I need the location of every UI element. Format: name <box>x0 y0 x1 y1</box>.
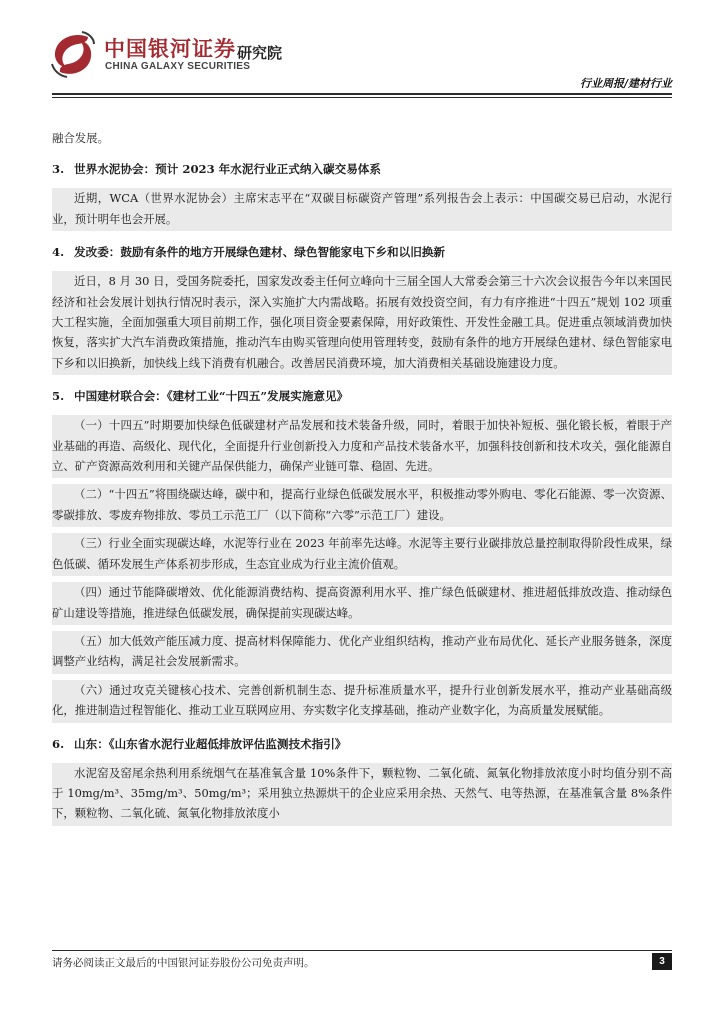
paragraph: （五）加大低效产能压减力度、提高材料保障能力、优化产业组织结构，推动产业布局优化、延长产业服务链条，深度调整产业结构，满足社会发展新需求。 <box>52 631 672 674</box>
paragraph: （二）“十四五”将围绕碳达峰，碳中和，提高行业绿色低碳发展水平，积极推动零外购电、零化石能源、零一次资源、零碳排放、零废弃物排放、零员工示范工厂（以下简称“六零”示范工厂）建设。 <box>52 484 672 527</box>
galaxy-swirl-icon <box>48 29 98 79</box>
section-title: 山东：《山东省水泥行业超低排放评估监测技术指引》 <box>74 736 347 751</box>
logo-chinese-name: 中国银河证券 <box>104 37 236 61</box>
section-number: 5. <box>52 389 65 404</box>
paragraph: （六）通过攻克关键核心技术、完善创新机制生态、提升标准质量水平，提升行业创新发展水平，推动产业基础高级化，推进制造过程智能化、推动工业互联网应用、夯实数字化支撑基础，推动产业数字化，为高质量发展赋能。 <box>52 680 672 723</box>
logo-english-name: CHINA GALAXY SECURITIES <box>105 61 251 72</box>
paragraph: 水泥窑及窑尾余热利用系统烟气在基准氧含量 10%条件下，颗粒物、二氧化硫、氮氧化物排放浓度小时均值分别不高于 10mg/m³、35mg/m³、50mg/m³；采用独立热源烘干的企业应采用余热、天然气、电等热源，在基准氧含量 8%条件下，颗粒物、二氧化硫、氮氧化物排放浓度小 <box>52 763 672 826</box>
section-title: 世界水泥协会：预计 2023 年水泥行业正式纳入碳交易体系 <box>74 162 381 177</box>
section-heading-5 <box>52 386 672 406</box>
paragraph: 近期，WCA（世界水泥协会）主席宋志平在“双碳目标碳资产管理”系列报告会上表示：中国碳交易已启动，水泥行业，预计明年也会开展。 <box>52 188 672 231</box>
footer-disclaimer: 请务必阅读正文最后的中国银河证券股份公司免责声明。 <box>52 957 315 969</box>
paragraph: （一）十四五”时期要加快绿色低碳建材产品发展和技术装备升级，同时，着眼于加快补短板、强化锻长板，着眼于产业基础的再造、高级化、现代化，全面提升行业创新投入力度和产品技术装备水平，加强科技创新和技术攻关，强化能源自立、矿产资源高效利用和关键产品保供能力，确保产业链可靠、稳固、先进。 <box>52 415 672 478</box>
paragraph: （三）行业全面实现碳达峰，水泥等行业在 2023 年前率先达峰。水泥等主要行业碳排放总量控制取得阶段性成果，绿色低碳、循环发展生产体系初步形成，生态宜业成为行业主流价值观。 <box>52 533 672 576</box>
paragraph-continued: 融合发展。 <box>52 131 109 145</box>
section-number: 4. <box>52 245 65 260</box>
paragraph: 近日，8 月 30 日，受国务院委托，国家发改委主任何立峰向十三届全国人大常委会第三十六次会议报告今年以来国民经济和社会发展计划执行情况时表示，深入实施扩大内需战略。拓展有效投资空间，有力有序推进“十四五”规划 102 项重大工程实施，全面加强重大项目前期工作，强化项目资金要素保障，用好政策性、开发性金融工具。促进重点领域消费加快恢复，落实扩大汽车消费政策措施，推动汽车由购买管理向使用管理转变，鼓励有条件的地方开展绿色建材、绿色智能家电下乡和以旧换新，加快线上线下消费有机融合。改善居民消费环境，加大消费相关基础设施建设力度。 <box>52 271 672 375</box>
header-divider-thin <box>52 97 672 98</box>
section-heading-4 <box>52 242 672 262</box>
section-number: 3. <box>52 162 65 177</box>
report-category: 行业周报/建材行业 <box>579 77 672 90</box>
section-title: 发改委：鼓励有条件的地方开展绿色建材、绿色智能家电下乡和以旧换新 <box>74 245 446 260</box>
institute-label: 研究院 <box>237 44 283 62</box>
footer-divider <box>52 950 672 951</box>
company-logo <box>48 27 308 81</box>
paragraph: （四）通过节能降碳增效、优化能源消费结构、提高资源利用水平、推广绿色低碳建材、推进超低排放改造、推动绿色矿山建设等措施，推进绿色低碳发展，确保提前实现碳达峰。 <box>52 582 672 625</box>
header-divider <box>52 93 672 95</box>
report-body <box>52 128 672 832</box>
section-heading-6 <box>52 734 672 754</box>
section-heading-3 <box>52 159 672 179</box>
section-title: 中国建材联合会：《建材工业“十四五”发展实施意见》 <box>74 389 349 404</box>
section-number: 6. <box>52 736 65 751</box>
page-number: 3 <box>652 953 672 970</box>
